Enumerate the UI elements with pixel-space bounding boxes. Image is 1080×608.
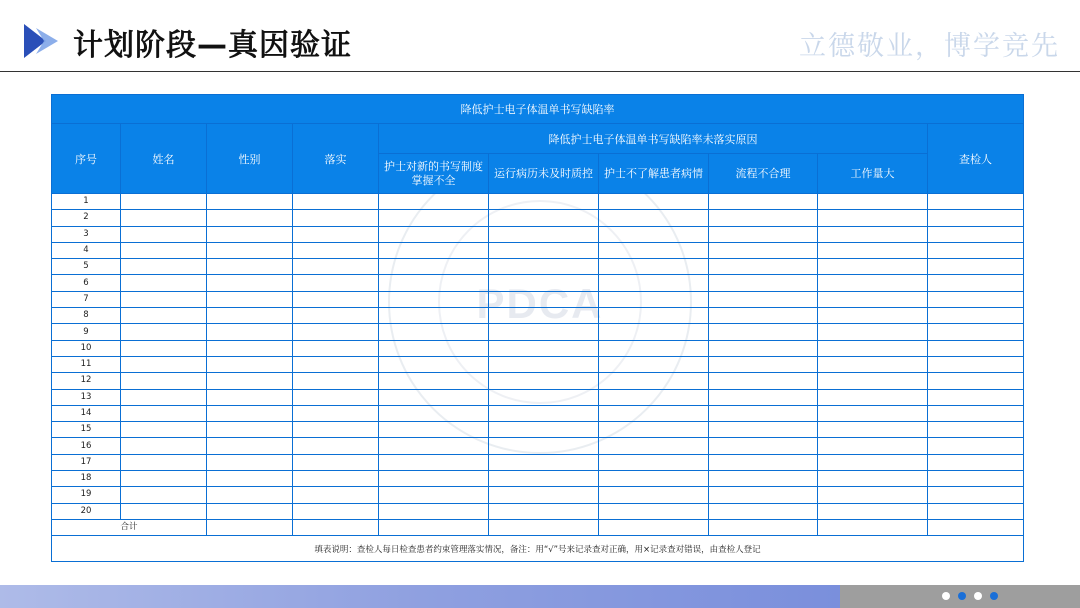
table-cell (709, 259, 818, 275)
table-cell (207, 389, 293, 405)
table-cell (207, 356, 293, 372)
table-cell (599, 324, 709, 340)
table-cell (709, 422, 818, 438)
double-chevron-right-icon (22, 22, 62, 60)
table-cell (709, 519, 818, 535)
table-cell (818, 242, 928, 258)
table-cell (489, 259, 599, 275)
table-cell (121, 259, 207, 275)
table-cell (207, 422, 293, 438)
table-cell (293, 275, 379, 291)
table-cell (818, 210, 928, 226)
table-cell (489, 291, 599, 307)
table-cell (818, 226, 928, 242)
row-number: 2 (52, 210, 121, 226)
table-cell (207, 259, 293, 275)
table-cell (207, 503, 293, 519)
table-row (52, 356, 1024, 372)
table-cell (928, 438, 1024, 454)
table-cell (599, 259, 709, 275)
table-cell (293, 438, 379, 454)
table-cell (293, 308, 379, 324)
table-cell (599, 438, 709, 454)
table-row (52, 210, 1024, 226)
table-cell (379, 503, 489, 519)
table-cell (293, 291, 379, 307)
table-cell (379, 259, 489, 275)
table-row (52, 438, 1024, 454)
table-cell (599, 422, 709, 438)
page-title: 计划阶段—真因验证 (73, 28, 352, 63)
table-cell (928, 210, 1024, 226)
table-row (52, 194, 1024, 210)
row-number: 10 (52, 340, 121, 356)
table-cell (489, 308, 599, 324)
table-cell (379, 356, 489, 372)
table-cell (599, 291, 709, 307)
table-cell (599, 242, 709, 258)
table-cell (207, 454, 293, 470)
table-cell (207, 242, 293, 258)
table-cell (928, 324, 1024, 340)
row-number: 18 (52, 471, 121, 487)
table-cell (489, 226, 599, 242)
col-header-reasons-group: 降低护士电子体温单书写缺陷率未落实原因 (379, 124, 928, 154)
table-cell (379, 194, 489, 210)
table-cell (121, 308, 207, 324)
table-cell (207, 226, 293, 242)
table-cell (709, 226, 818, 242)
table-cell (928, 356, 1024, 372)
table-row (52, 389, 1024, 405)
table-cell (818, 422, 928, 438)
table-cell (709, 438, 818, 454)
table-cell (928, 308, 1024, 324)
watermark-text: PDCA (476, 280, 604, 327)
table-cell (121, 438, 207, 454)
table-cell (489, 210, 599, 226)
table-cell (207, 291, 293, 307)
table-cell (489, 454, 599, 470)
table-row (52, 405, 1024, 421)
table-cell (293, 226, 379, 242)
table-cell (709, 340, 818, 356)
table-cell (121, 340, 207, 356)
table-cell (599, 373, 709, 389)
table-cell (818, 454, 928, 470)
table-cell (379, 389, 489, 405)
table-cell (709, 324, 818, 340)
table-cell (293, 210, 379, 226)
table-cell (207, 210, 293, 226)
table-cell (121, 356, 207, 372)
table-cell (293, 405, 379, 421)
table-cell (379, 373, 489, 389)
table-cell (709, 373, 818, 389)
table-cell (207, 308, 293, 324)
table-cell (379, 210, 489, 226)
table-cell (599, 340, 709, 356)
table-cell (121, 487, 207, 503)
table-cell (489, 324, 599, 340)
table-cell (489, 471, 599, 487)
table-cell (709, 275, 818, 291)
table-cell (379, 275, 489, 291)
header-divider (0, 71, 1080, 72)
col-header-reason-1: 护士对新的书写制度掌握不全 (379, 154, 489, 194)
table-row (52, 454, 1024, 470)
table-cell (207, 340, 293, 356)
table-cell (928, 242, 1024, 258)
row-number: 14 (52, 405, 121, 421)
table-cell (928, 275, 1024, 291)
table-cell (599, 519, 709, 535)
table-cell (818, 471, 928, 487)
pagination-dot (990, 592, 998, 600)
table-cell (489, 422, 599, 438)
table-cell (489, 194, 599, 210)
table-cell (489, 275, 599, 291)
table-cell (928, 519, 1024, 535)
table-cell (379, 454, 489, 470)
motto-text: 立德敬业，博学竞先 (799, 31, 1060, 62)
pagination-dot (974, 592, 982, 600)
table-cell (928, 226, 1024, 242)
row-number: 19 (52, 487, 121, 503)
col-header-inspector: 查检人 (928, 124, 1024, 194)
table-row (52, 291, 1024, 307)
row-number: 11 (52, 356, 121, 372)
table-cell (928, 291, 1024, 307)
col-header-name: 姓名 (121, 124, 207, 194)
table-cell (928, 389, 1024, 405)
fill-instructions: 填表说明：查检人每日检查患者约束管理落实情况，备注：用“√”号来记录查对正确，用×记录查对错误，由查检人登记 (52, 536, 1024, 562)
table-cell (293, 422, 379, 438)
table-cell (379, 226, 489, 242)
col-header-implemented: 落实 (293, 124, 379, 194)
total-label: 合计 (52, 519, 207, 535)
table-cell (489, 405, 599, 421)
table-cell (121, 422, 207, 438)
table-cell (121, 275, 207, 291)
table-cell (599, 471, 709, 487)
table-cell (121, 389, 207, 405)
table-cell (207, 324, 293, 340)
table-cell (293, 389, 379, 405)
pagination-dot (942, 592, 950, 600)
col-header-seq: 序号 (52, 124, 121, 194)
row-number: 17 (52, 454, 121, 470)
table-cell (207, 487, 293, 503)
table-cell (599, 210, 709, 226)
table-cell (709, 454, 818, 470)
note-row (52, 536, 1024, 562)
row-number: 12 (52, 373, 121, 389)
table-cell (489, 242, 599, 258)
table-row (52, 259, 1024, 275)
table-cell (709, 503, 818, 519)
table-cell (928, 487, 1024, 503)
table-cell (599, 275, 709, 291)
table-cell (379, 324, 489, 340)
table-cell (599, 194, 709, 210)
table-cell (928, 259, 1024, 275)
table-cell (293, 194, 379, 210)
table-cell (293, 471, 379, 487)
table-cell (121, 405, 207, 421)
table-cell (928, 340, 1024, 356)
table-cell (818, 308, 928, 324)
row-number: 16 (52, 438, 121, 454)
table-cell (599, 487, 709, 503)
row-number: 4 (52, 242, 121, 258)
table-cell (379, 291, 489, 307)
table-cell (489, 519, 599, 535)
row-number: 5 (52, 259, 121, 275)
table-cell (709, 194, 818, 210)
table-cell (818, 438, 928, 454)
table-cell (293, 324, 379, 340)
table-cell (207, 373, 293, 389)
table-cell (379, 405, 489, 421)
table-cell (121, 471, 207, 487)
table-cell (928, 503, 1024, 519)
table-cell (709, 389, 818, 405)
table-cell (818, 259, 928, 275)
table-row (52, 275, 1024, 291)
table-cell (709, 308, 818, 324)
table-cell (293, 519, 379, 535)
table-cell (818, 324, 928, 340)
table-cell (928, 454, 1024, 470)
table-cell (293, 454, 379, 470)
table-cell (818, 194, 928, 210)
total-row (52, 519, 1024, 535)
col-header-reason-2: 运行病历未及时质控 (489, 154, 599, 194)
table-row (52, 324, 1024, 340)
table-cell (818, 373, 928, 389)
table-cell (599, 356, 709, 372)
footer-gradient-bar (0, 585, 840, 608)
table-row (52, 226, 1024, 242)
table-cell (599, 226, 709, 242)
row-number: 8 (52, 308, 121, 324)
row-number: 3 (52, 226, 121, 242)
table-cell (709, 356, 818, 372)
table-row (52, 422, 1024, 438)
table-cell (379, 308, 489, 324)
table-cell (207, 194, 293, 210)
table-cell (293, 242, 379, 258)
table-cell (121, 210, 207, 226)
row-number: 6 (52, 275, 121, 291)
row-number: 15 (52, 422, 121, 438)
table-cell (818, 487, 928, 503)
table-cell (121, 503, 207, 519)
table-cell (818, 503, 928, 519)
row-number: 9 (52, 324, 121, 340)
col-header-gender: 性别 (207, 124, 293, 194)
col-header-reason-3: 护士不了解患者病情 (599, 154, 709, 194)
table-cell (379, 340, 489, 356)
table-cell (818, 389, 928, 405)
table-cell (709, 242, 818, 258)
table-cell (121, 194, 207, 210)
table-row (52, 242, 1024, 258)
table-cell (818, 405, 928, 421)
table-row (52, 373, 1024, 389)
table-cell (818, 340, 928, 356)
table-cell (709, 210, 818, 226)
table-cell (489, 487, 599, 503)
col-header-reason-5: 工作量大 (818, 154, 928, 194)
table-cell (207, 275, 293, 291)
table-title: 降低护士电子体温单书写缺陷率 (52, 95, 1024, 124)
table-cell (293, 356, 379, 372)
table-cell (379, 422, 489, 438)
table-cell (928, 373, 1024, 389)
table-cell (379, 519, 489, 535)
table-cell (489, 373, 599, 389)
table-cell (121, 242, 207, 258)
table-cell (709, 405, 818, 421)
table-cell (379, 471, 489, 487)
table-row (52, 503, 1024, 519)
table-cell (928, 405, 1024, 421)
table-cell (121, 373, 207, 389)
table-cell (121, 226, 207, 242)
table-cell (293, 373, 379, 389)
table-cell (489, 438, 599, 454)
table-cell (293, 503, 379, 519)
table-cell (599, 405, 709, 421)
table-cell (599, 389, 709, 405)
table-cell (293, 487, 379, 503)
table-cell (709, 487, 818, 503)
table-cell (928, 471, 1024, 487)
table-cell (818, 291, 928, 307)
slide-header (0, 0, 1080, 72)
table-cell (121, 324, 207, 340)
col-header-reason-4: 流程不合理 (709, 154, 818, 194)
table-cell (599, 454, 709, 470)
table-cell (379, 242, 489, 258)
row-number: 7 (52, 291, 121, 307)
table-cell (928, 194, 1024, 210)
table-cell (207, 519, 293, 535)
table-cell (207, 438, 293, 454)
table-cell (121, 454, 207, 470)
table-cell (207, 405, 293, 421)
table-row (52, 487, 1024, 503)
pagination-dot (958, 592, 966, 600)
table-cell (489, 503, 599, 519)
table-cell (818, 275, 928, 291)
table-row (52, 471, 1024, 487)
table-cell (709, 291, 818, 307)
table-cell (379, 438, 489, 454)
table-cell (489, 356, 599, 372)
table-row (52, 340, 1024, 356)
table-cell (709, 471, 818, 487)
table-cell (818, 519, 928, 535)
table-cell (293, 340, 379, 356)
table-cell (121, 291, 207, 307)
table-row (52, 308, 1024, 324)
table-cell (489, 340, 599, 356)
table-cell (599, 308, 709, 324)
table-cell (599, 503, 709, 519)
row-number: 1 (52, 194, 121, 210)
table-cell (379, 487, 489, 503)
table-cell (293, 259, 379, 275)
check-table (51, 94, 1024, 562)
table-cell (928, 422, 1024, 438)
table-cell (489, 389, 599, 405)
row-number: 20 (52, 503, 121, 519)
row-number: 13 (52, 389, 121, 405)
table-cell (818, 356, 928, 372)
table-cell (207, 471, 293, 487)
